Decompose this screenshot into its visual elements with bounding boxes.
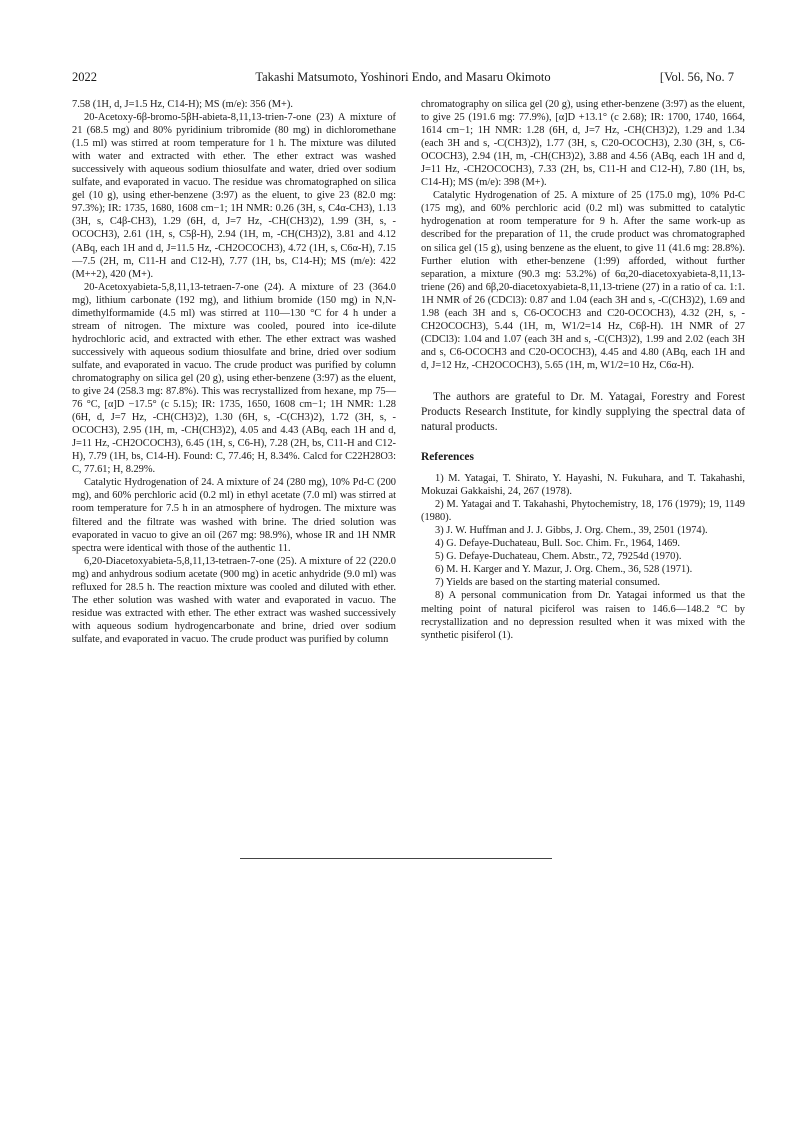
right-column [421, 98, 745, 642]
reference-list [421, 472, 745, 642]
footer-divider [240, 858, 552, 859]
paragraph: 20-Acetoxyabieta-5,8,11,13-tetraen-7-one (24). A mixture of 23 (364.0 mg), lithium carbonate (192 mg), and lithium bromide (150 mg) in N,N-dimethylformamide (4.5 ml) was stirred at 110—130 °C for 4 h under a stream of nitrogen. The mixture was cooled, poured into ice-dilute hydrochloric acid, and extracted with ether. The ether extract was washed successively with aqueous sodium thiosulfate and brine, dried over sodium sulfate, and evaporated in vacuo. The crude product was purified by column chromatography on silica gel (20 g), using ether-benzene (3:97) as the eluent, to give 24 (258.3 mg: 87.8%). This was recrystallized from hexane, mp 75—76 °C, [α]D −17.5° (c 5.15); IR: 1735, 1650, 1608 cm−1; 1H NMR: 1.28 (6H, d, J=7 Hz, -CH(CH3)2), 1.30 (6H, s, -C(CH3)2), 1.72 (3H, s, -OCOCH3), 2.95 (1H, m, -CH(CH3)2), 4.05 and 4.43 (ABq, each 1H and d, J=11 Hz, -CH2OCOCH3), 6.45 (1H, s, C6-H), 7.28 (2H, bs, C11-H and C12-H), 7.79 (1H, bs, C14-H). Found: C, 77.46; H, 8.34%. Calcd for C22H28O3: C, 77.61; H, 8.29%. [72, 281, 396, 476]
reference-item: 8) A personal communication from Dr. Yatagai informed us that the melting point of natural piciferol was raisen to 146.6—148.2 °C by recrystallization and no depression resulted when it was mixed with the synthetic pisiferol (1). [421, 590, 745, 641]
paragraph: chromatography on silica gel (20 g), using ether-benzene (3:97) as the eluent, to give 25 (191.6 mg: 77.9%), [α]D +13.1° (c 2.68); IR: 1700, 1740, 1664, 1614 cm−1; 1H NMR: 1.28 (6H, d, J=7 Hz, -CH(CH3)2), 1.29 and 1.34 (each 3H and s, -C(CH3)2), 1.77 (3H, s, C20-OCOCH3), 2.30 (3H, s, C6-OCOCH3), 2.94 (1H, m, -CH(CH3)2), 3.88 and 4.56 (ABq, each 1H and d, J=11 Hz, -CH2OCOCH3), 7.33 (2H, bs, C11-H and C12-H), 7.80 (1H, bs, C14-H); MS (m/e): 398 (M+). [421, 99, 745, 189]
reference-item: 3) J. W. Huffman and J. J. Gibbs, J. Org. Chem., 39, 2501 (1974). [435, 525, 708, 537]
reference-item: 6) M. H. Karger and Y. Mazur, J. Org. Chem., 36, 528 (1971). [435, 564, 693, 576]
acknowledgement: The authors are grateful to Dr. M. Yatagai, Forestry and Forest Products Research Institute, for kindly supplying the spectral data of natural products. [421, 390, 745, 433]
paragraph: 7.58 (1H, d, J=1.5 Hz, C14-H); MS (m/e): 356 (M+). [72, 99, 293, 110]
references-heading: References [421, 450, 474, 463]
paragraph: 20-Acetoxy-6β-bromo-5βH-abieta-8,11,13-trien-7-one (23) A mixture of 21 (68.5 mg) and 80% pyridinium tribromide (80 mg) in dichloromethane (1.5 ml) was stirred at room temperature for 1 h. The mixture was diluted with water and extracted with ether. The ether extract was washed successively with aqueous sodium thiosulfate and water, dried over sodium sulfate, and evaporated in vacuo. The residue was chromatographed on silica gel (10 g), using ether-benzene (3:97) as the eluent, to give 23 (82.0 mg: 97.3%); IR: 1735, 1680, 1608 cm−1; 1H NMR: 0.26 (3H, s, C4α-CH3), 1.13 (3H, s, C4β-CH3), 1.29 (6H, d, J=7 Hz, -CH(CH3)2), 1.99 (3H, s, -OCOCH3), 2.61 (1H, s, C5β-H), 2.94 (1H, m, -CH(CH3)2), 3.81 and 4.12 (ABq, each 1H and d, J=11.5 Hz, -CH2OCOCH3), 4.72 (1H, s, C6α-H), 7.15—7.5 (2H, m, C11-H and C12-H), 7.77 (1H, bs, C14-H); MS (m/e): 422 (M++2), 420 (M+). [72, 112, 396, 280]
paragraph: 6,20-Diacetoxyabieta-5,8,11,13-tetraen-7-one (25). A mixture of 22 (220.0 mg) and anhydrous sodium acetate (900 mg) in acetic anhydride (9.0 ml) was refluxed for 28.5 h. The reaction mixture was cooled and diluted with ether. The ether solution was washed with water and evaporated in vacuo. The residue was extracted with ether. The ether extract was washed successively with aqueous sodium hydrogencarbonate and brine, dried over sodium sulfate, and evaporated in vacuo. The crude product was purified by column [72, 555, 396, 645]
reference-item: 2) M. Yatagai and T. Takahashi, Phytochemistry, 18, 176 (1979); 19, 1149 (1980). [421, 499, 745, 524]
paragraph: Catalytic Hydrogenation of 24. A mixture of 24 (280 mg), 10% Pd-C (200 mg), and 60% perchloric acid (0.2 ml) in ethyl acetate (7.0 ml) was stirred at room temperature for 7.5 h in an atmosphere of hydrogen. The mixture was filtered and the filtrate was washed with brine. The dried solution was evaporated in vacuo to give an oil (267 mg: 98.9%), whose IR and 1H NMR spectra were identical with those of the authentic 11. [72, 477, 396, 554]
reference-item: 1) M. Yatagai, T. Shirato, Y. Hayashi, N. Fukuhara, and T. Takahashi, Mokuzai Gakkaishi, 24, 267 (1978). [421, 473, 745, 498]
left-column [72, 98, 396, 646]
header-authors: Takashi Matsumoto, Yoshinori Endo, and Masaru Okimoto [255, 70, 551, 84]
reference-item: 5) G. Defaye-Duchateau, Chem. Abstr., 72, 79254d (1970). [435, 551, 682, 563]
reference-item: 7) Yields are based on the starting material consumed. [435, 577, 660, 589]
header-journal: [Vol. 56, No. 7 [659, 70, 734, 84]
reference-item: 4) G. Defaye-Duchateau, Bull. Soc. Chim. Fr., 1964, 1469. [435, 538, 681, 550]
paragraph: Catalytic Hydrogenation of 25. A mixture of 25 (175.0 mg), 10% Pd-C (175 mg), and 60% perchloric acid (0.2 ml) was submitted to catalytic hydrogenation at room temperature for 9 h. After the same work-up as described for the preparation of 11, the crude product was chromatographed on silica gel (15 g), using benzene as the eluent, to give 11 (41.6 mg: 28.8%). Further elution with ether-benzene (1:99) afforded, without further separation, a mixture (90.3 mg: 53.2%) of 6α,20-diacetoxyabieta-8,11,13-triene (26) and 6β,20-diacetoxyabieta-8,11,13-triene (27) in a ratio of ca. 1:1. 1H NMR of 26 (CDCl3): 0.87 and 1.04 (each 3H and s, -C(CH3)2), 1.69 and 1.98 (each 3H and s, C6-OCOCH3 and C20-OCOCH3), 4.32 (2H, s, -CH2OCOCH3), 5.44 (1H, m, W1/2=14 Hz, C6β-H). 1H NMR of 27 (CDCl3): 1.04 and 1.07 (each 3H and s, -C(CH3)2), 1.99 and 2.02 (each 3H and s, C6-OCOCH3 and C20-OCOCH3), 4.45 and 4.80 (ABq, each 1H and d, J=12 Hz, -CH2OCOCH3), 5.65 (1H, m, W1/2=10 Hz, C6α-H). [421, 190, 745, 371]
page-number: 2022 [72, 70, 97, 84]
